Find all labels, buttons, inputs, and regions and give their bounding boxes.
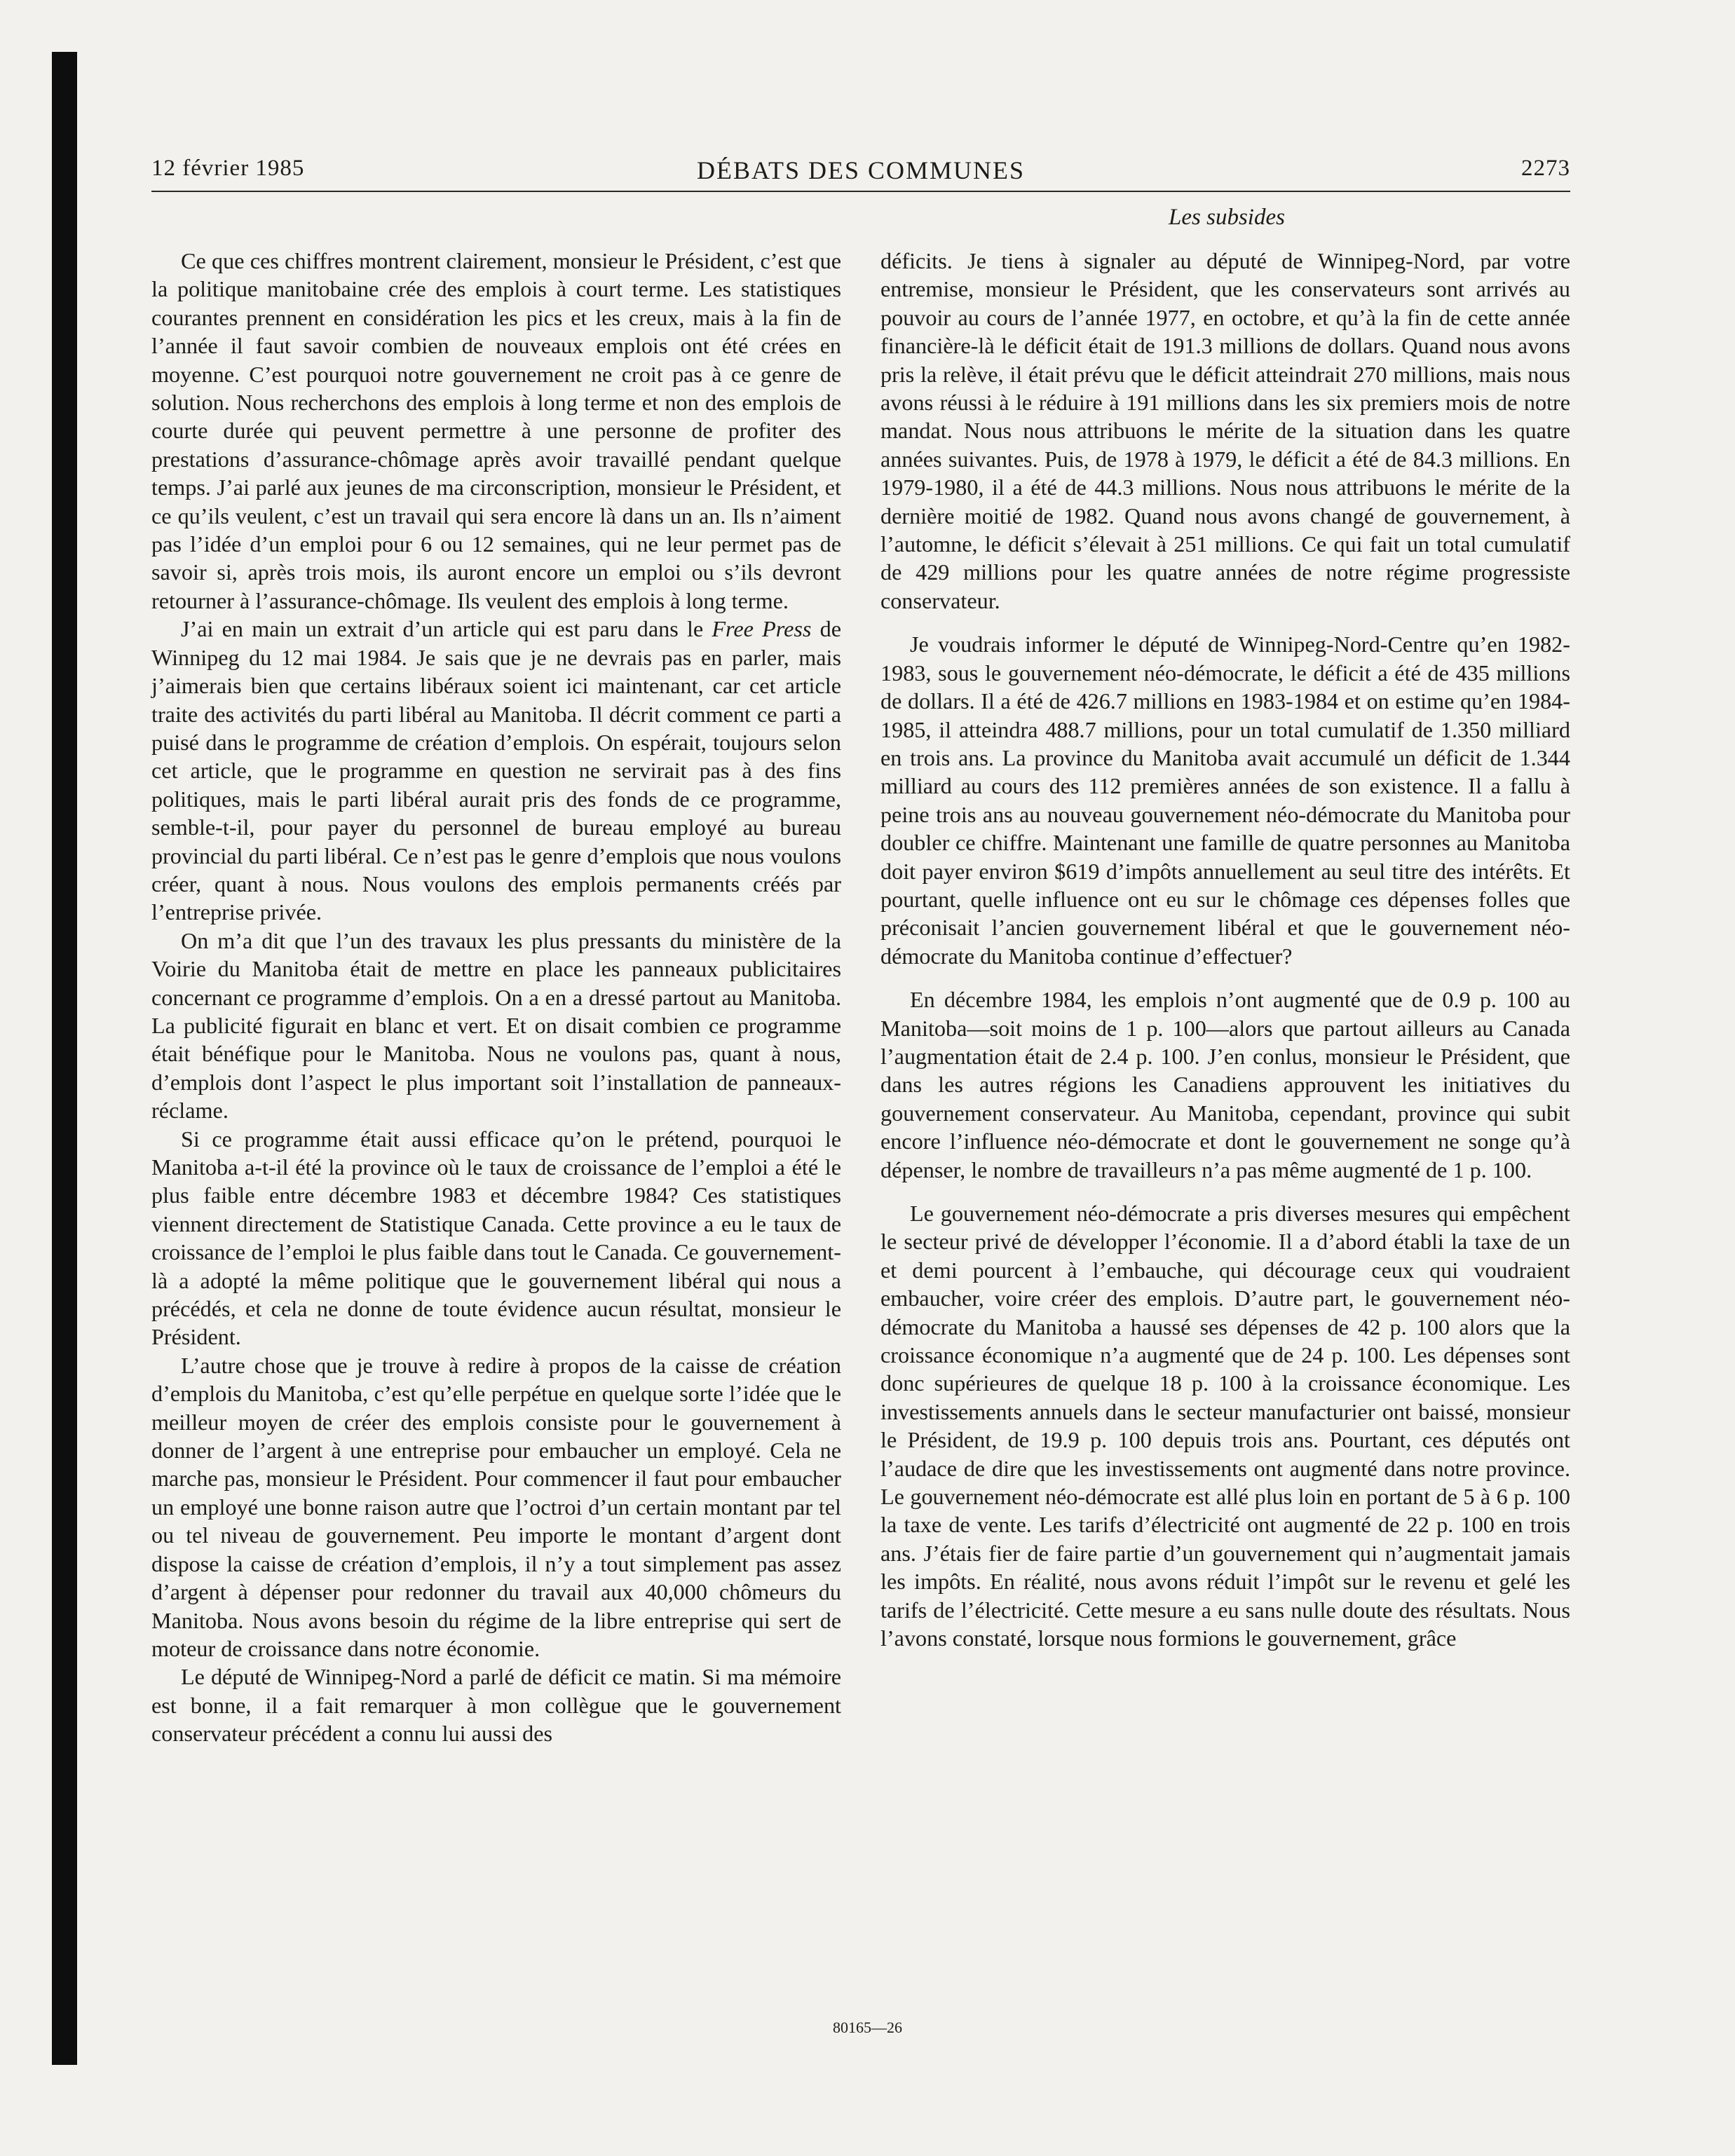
paragraph: J’ai en main un extrait d’un article qui est paru dans le Free Press de Winnipeg du 12 mai 1984. Je sais que je ne devrais pas en parler, mais j’aimerais bien que certains libéraux soient ici maintenant, car cet article traite des activités du parti libéral au Manitoba. Il décrit comment ce parti a puisé dans le programme de création d’emplois. On espérait, toujours selon cet article, que le programme en question ne servirait pas à des fins politiques, mais le parti libéral aurait pris des fonds de ce programme, semble-t-il, pour payer du personnel de bureau employé au bureau provincial du parti libéral. Ce n’est pas le genre d’emplois que nous voulons créer, quant à nous. Nous voulons des emplois permanents créés par l’entreprise privée. xyxy=(151,616,842,925)
paragraph: L’autre chose que je trouve à redire à propos de la caisse de création d’emplois du Manitoba, c’est qu’elle perpétue en quelque sorte l’idée que le meilleur moyen de créer des emplois consiste pour le gouvernement à donner de l’argent à une entreprise pour embaucher un employé. Cela ne marche pas, monsieur le Président. Pour commencer il faut pour embaucher un employé une bonne raison autre que l’octroi d’un certain montant par tel ou tel niveau de gouvernement. Peu importe le montant d’argent dont dispose la caisse de création d’emplois, il n’y a tout simplement pas assez d’argent à dépenser pour redonner du travail aux 40,000 chômeurs du Manitoba. Nous avons besoin du régime de la libre entreprise qui sert de moteur de croissance dans notre économie. xyxy=(151,1352,841,1661)
paragraph: Le député de Winnipeg-Nord a parlé de déficit ce matin. Si ma mémoire est bonne, il a fait remarquer à mon collègue que le gouvernement conservateur précédent a connu lui aussi des xyxy=(151,1664,841,1747)
paragraph: Je voudrais informer le député de Winnipeg-Nord-Centre qu’en 1982-1983, sous le gouvernement néo-démocrate, le déficit a été de 435 millions de dollars. Il a été de 426.7 millions en 1983-1984 et on estime qu’en 1984-1985, il atteindra 488.7 millions, pour un total cumulatif de 1.350 milliard en trois ans. La province du Manitoba avait accumulé un déficit de 1.344 milliard au cours des 112 premières années de son existence. Il a fallu à peine trois ans au nouveau gouvernement néo-démocrate du Manitoba pour doubler ce chiffre. Maintenant une famille de quatre personnes au Manitoba doit payer environ $619 d’impôts annuellement au seul titre des intérêts. Et pourtant, quelle influence ont eu sur le chômage ces dépenses folles que préconisait l’ancien gouvernement libéral et que le gouvernement néo-démocrate du Manitoba continue d’effectuer? xyxy=(880,632,1570,969)
right-column xyxy=(880,247,1570,1653)
footer-code: 80165—26 xyxy=(833,2019,902,2036)
scan-edge-bar xyxy=(52,52,77,2065)
paragraph: Si ce programme était aussi efficace qu’on le prétend, pourquoi le Manitoba a-t-il été la province où le taux de croissance de l’emploi a été le plus faible entre décembre 1983 et décembre 1984? Ces statistiques viennent directement de Statistique Canada. Cette province a eu le taux de croissance de l’emploi le plus faible dans tout le Canada. Ce gouvernement-là a adopté la même politique que le gouvernement libéral qui nous a précédés, et cela ne donne de toute évidence aucun résultat, monsieur le Président. xyxy=(151,1126,841,1350)
page-header xyxy=(151,156,1570,192)
header-title: DÉBATS DES COMMUNES xyxy=(696,156,1026,184)
header-page-number: 2273 xyxy=(1521,156,1570,181)
publication-title: Free Press xyxy=(712,616,812,642)
paragraph: On m’a dit que l’un des travaux les plus pressants du ministère de la Voirie du Manitoba était de mettre en place les panneaux publicitaires concernant ce programme d’emplois. On a en a dressé partout au Manitoba. La publicité figurait en blanc et vert. Et on disait combien ce programme était bénéfique pour le Manitoba. Nous ne voulons pas, quant à nous, d’emplois dont l’aspect le plus important soit l’installation de panneaux-réclame. xyxy=(151,927,841,1124)
running-head: Les subsides xyxy=(1169,205,1285,230)
paragraph: Ce que ces chiffres montrent clairement, monsieur le Président, c’est que la politique manitobaine crée des emplois à court terme. Les statistiques courantes prennent en considération les pics et les creux, mais à la fin de l’année il faut savoir combien de nouveaux emplois ont été crées en moyenne. C’est pourquoi notre gouvernement ne croit pas à ce genre de solution. Nous recherchons des emplois à long terme et non des emplois de courte durée qui peuvent permettre à une personne de profiter des prestations d’assurance-chômage après avoir travaillé pendant quelque temps. J’ai parlé aux jeunes de ma circonscription, monsieur le Président, et ce qu’ils veulent, c’est un travail qui sera encore là dans un an. Ils n’aiment pas l’idée d’un emploi pour 6 ou 12 semaines, qui ne leur permet pas de savoir si, après trois mois, ils auront encore un emploi ou s’ils devront retourner à l’assurance-chômage. Ils veulent des emplois à long terme. xyxy=(151,248,841,613)
left-column xyxy=(151,247,841,1748)
paragraph: déficits. Je tiens à signaler au député de Winnipeg-Nord, par votre entremise, monsieur le Président, que les conservateurs sont arrivés au pouvoir au cours de l’année 1977, en octobre, et qu’à la fin de cette année financière-là le déficit était de 191.3 millions de dollars. Quand nous avons pris la relève, il était prévu que le déficit atteindrait 270 millions, mais nous avons réussi à le réduire à 191 millions dans les six premiers mois de notre mandat. Nous nous attribuons le mérite de la situation dans les quatre années suivantes. Puis, de 1978 à 1979, le déficit a été de 84.3 millions. En 1979-1980, il a été de 44.3 millions. Nous nous attribuons le mérite de la dernière moitié de 1982. Quand nous avons changé de gouvernement, à l’automne, le déficit s’élevait à 251 millions. Ce qui fait un total cumulatif de 429 millions pour les quatre années de notre régime progressiste conservateur. xyxy=(880,248,1570,613)
header-date: 12 février 1985 xyxy=(151,156,305,181)
paragraph: Le gouvernement néo-démocrate a pris diverses mesures qui empêchent le secteur privé de développer l’économie. Il a d’abord établi la taxe de un et demi pourcent à l’embauche, qui décourage ceux qui voudraient embaucher, voire créer des emplois. D’autre part, le gouvernement néo-démocrate du Manitoba a haussé ses dépenses de 42 p. 100 alors que la croissance économique n’a augmenté que de 24 p. 100. Les dépenses sont donc supérieures de quelque 18 p. 100 à la croissance économique. Les investissements annuels dans le secteur manufacturier ont baissé, monsieur le Président, de 19.9 p. 100 depuis trois ans. Pourtant, ces députés ont l’audace de dire que les investissements ont augmenté dans notre province. Le gouvernement néo-démocrate est allé plus loin en portant de 5 à 6 p. 100 la taxe de vente. Les tarifs d’électricité ont augmenté de 22 p. 100 en trois ans. J’étais fier de faire partie d’un gouvernement qui n’augmentait jamais les impôts. En réalité, nous avons réduit l’impôt sur le revenu et gelé les tarifs de l’électricité. Cette mesure a eu sans nulle doute des résultats. Nous l’avons constaté, lorsque nous formions le gouvernement, grâce xyxy=(880,1201,1570,1651)
paragraph: En décembre 1984, les emplois n’ont augmenté que de 0.9 p. 100 au Manitoba—soit moins de 1 p. 100—alors que partout ailleurs au Canada l’augmentation était de 2.4 p. 100. J’en conlus, monsieur le Président, que dans les autres régions les Canadiens approuvent les initiatives du gouvernement conservateur. Au Manitoba, cependant, province qui subit encore l’influence néo-démocrate et dont le gouvernement ne songe qu’à dépenser, le nombre de travailleurs n’a pas même augmenté de 1 p. 100. xyxy=(880,987,1570,1182)
